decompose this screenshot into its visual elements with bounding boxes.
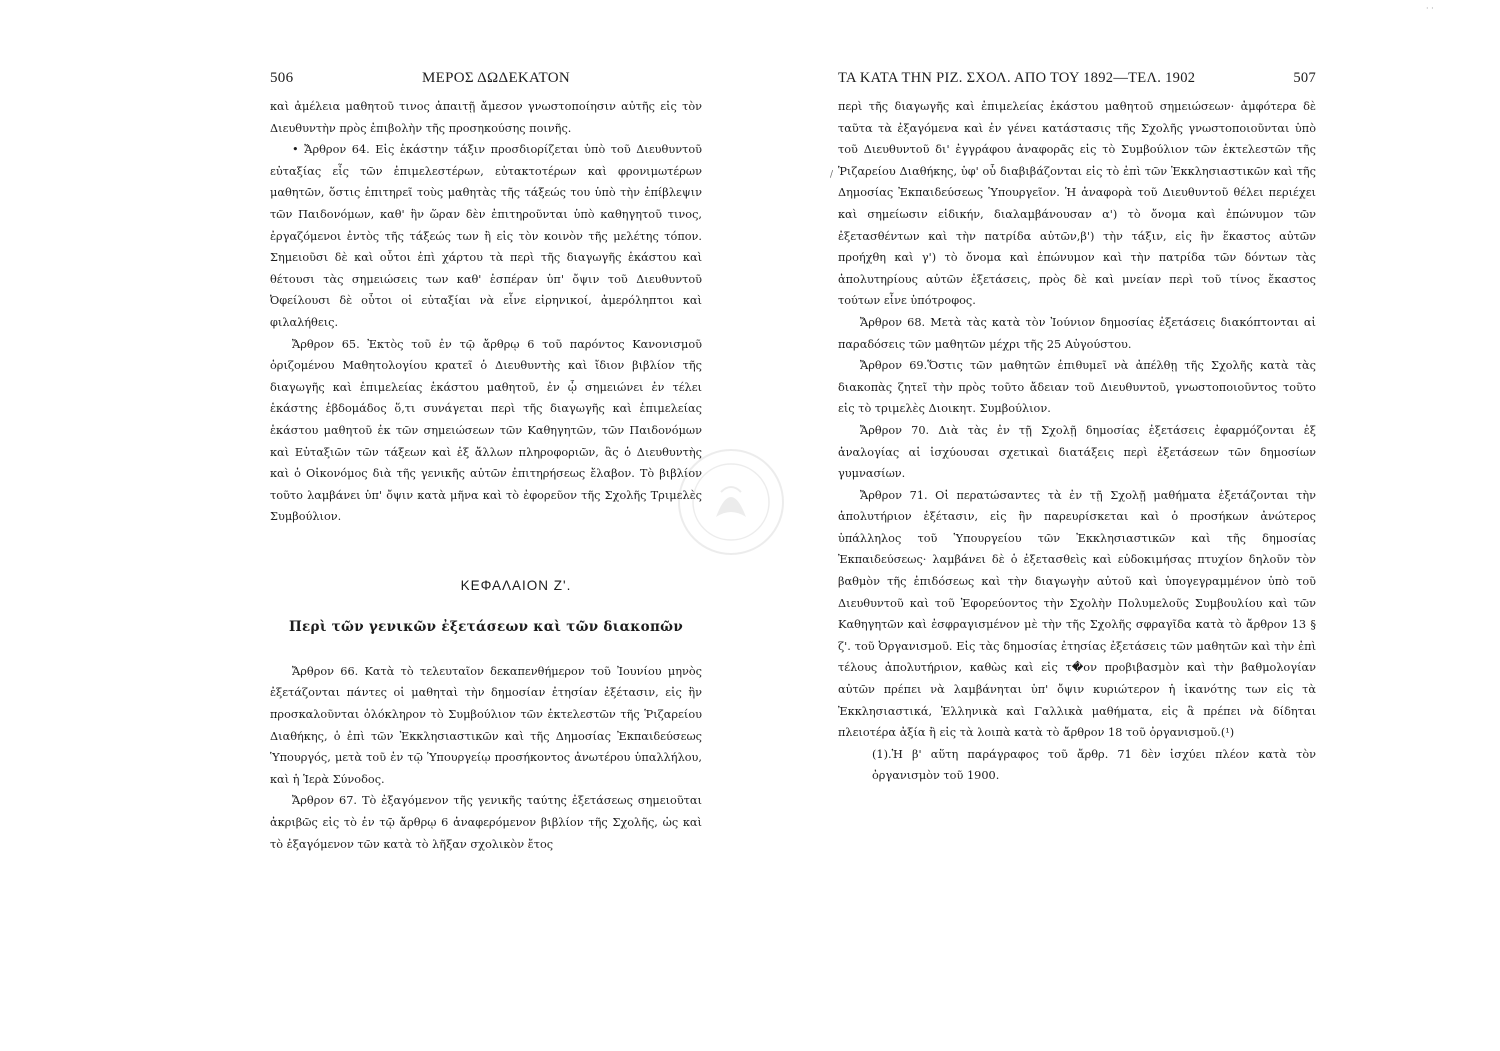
left-running-title: ΜΕΡΟΣ ΔΩΔΕΚΑΤΟΝ (421, 70, 570, 86)
right-body-text (838, 96, 1316, 787)
article-64: • Ἄρθρον 64. Εἰς ἑκάστην τάξιν προσδιορίζεται ὑπὸ τοῦ Διευθυντοῦ εὐταξίας εἷς τῶν ἐπιμελεστέρων, εὐτακτοτέρων καὶ φρονιμωτέρων μαθητῶν, ὅστις ἐπιτηρεῖ τοὺς μαθητὰς τῆς τάξεώς του ὑπὸ τὴν ἐπίβλεψιν τῶν Παιδονόμων, καθ' ἣν ὥραν δὲν ἐπιτηροῦνται ὑπὸ καθηγητοῦ τινος, ἐργαζόμενοι ἐντὸς τῆς τάξεώς των ἢ εἰς τὸν κοινὸν τῆς μελέτης τόπον. Σημειοῦσι δὲ καὶ οὗτοι ἐπὶ χάρτου τὰ περὶ τῆς διαγωγῆς ἑκάστου καὶ θέτουσι τὰς σημειώσεις των καθ' ἑσπέραν ὑπ' ὄψιν τοῦ Διευθυντοῦ Ὀφείλουσι δὲ οὗτοι οἱ εὐταξίαι νὰ εἶνε εἰρηνικοί, ἀμερόληπτοι καὶ φιλαλήθεις. (270, 143, 702, 329)
library-stamp-icon (676, 447, 786, 557)
left-page-header (270, 70, 702, 96)
margin-tick-mark: / (830, 170, 834, 180)
article-71: Ἄρθρον 71. Οἱ περατώσαντες τὰ ἐν τῇ Σχολῇ μαθήματα ἐξετάζονται τὴν ἀπολυτήριον ἐξέτασιν, εἰς ἣν παρευρίσκεται καὶ ὁ προσήκων ἀνώτερος ὑπάλληλος τοῦ Ὑπουργείου τῶν Ἐκκλησιαστικῶν καὶ τῆς δημοσίας Ἐκπαιδεύσεως· λαμβάνει δὲ ὁ ἐξετασθεὶς καὶ εὐδοκιμήσας πτυχίον δηλοῦν τὸν βαθμὸν τῆς ἐπιδόσεως καὶ τὴν διαγωγὴν αὐτοῦ καὶ ὑπογεγραμμένον ὑπὸ τοῦ Διευθυντοῦ καὶ τοῦ Ἐφορεύοντος τὴν Σχολὴν Πολυμελοῦς Συμβουλίου καὶ τῶν Καθηγητῶν καὶ ἐσφραγισμένον μὲ τὴν τῆς Σχολῆς σφραγῖδα κατὰ τὸ ἄρθρον 13 § ζ'. τοῦ Ὀργανισμοῦ. Εἰς τὰς δημοσίας ἐτησίας ἐξετάσεις τῶν μαθητῶν καὶ τὴν ἐπὶ τέλους ἀπολυτήριον, καθὼς καὶ εἰς τ�ον προβιβασμὸν καὶ τὴν βαθμολογίαν αὐτῶν πρέπει νὰ λαμβάνηται ὑπ' ὄψιν κυριώτερον ἡ ἱκανότης των εἰς τὰ Ἐκκλησιαστικά, Ἑλληνικὰ καὶ Γαλλικὰ μαθήματα, εἰς ἃ πρέπει νὰ δίδηται πλειοτέρα ἀξία ἢ εἰς τὰ λοιπὰ κατὰ τὸ ἄρθρον 18 τοῦ ὀργανισμοῦ.(¹) (838, 488, 1316, 740)
left-body-text (270, 96, 702, 528)
right-running-title: ΤΑ ΚΑΤΑ ΤΗΝ ΡΙΖ. ΣΧΟΛ. ΑΠΟ ΤΟΥ 1892—ΤΕΛ. 1902 (838, 70, 1196, 86)
left-page (270, 70, 702, 855)
right-page (838, 70, 1316, 787)
left-body-text-after (270, 661, 702, 855)
left-page-number: 506 (270, 70, 294, 86)
article-68: Ἄρθρον 68. Μετὰ τὰς κατὰ τὸν Ἰούνιον δημοσίας ἐξετάσεις διακόπτονται αἱ παραδόσεις τῶν μαθητῶν μέχρι τῆς 25 Αὐγούστου. (838, 315, 1316, 351)
right-page-header (838, 70, 1316, 96)
paragraph-continuation-right: περὶ τῆς διαγωγῆς καὶ ἐπιμελείας ἑκάστου μαθητοῦ σημειώσεων· ἀμφότερα δὲ ταῦτα τὰ ἐξαγόμενα καὶ ἐν γένει κατάστασις τῆς Σχολῆς γνωστοποιοῦνται ὑπὸ τοῦ Διευθυντοῦ δι' ἐγγράφου ἀναφορᾶς εἰς τὸ Συμβούλιον τῶν ἐκτελεστῶν τῆς Ῥιζαρείου Διαθήκης, ὑφ' οὗ διαβιβάζονται εἰς τὸ ἐπὶ τῶν Ἐκκλησιαστικῶν καὶ τῆς Δημοσίας Ἐκπαιδεύσεως Ὑπουργεῖον. Ἡ ἀναφορὰ τοῦ Διευθυντοῦ θέλει περιέχει καὶ σημείωσιν εἰδικήν, διαλαμβάνουσαν α') τὸ ὄνομα καὶ ἐπώνυμον τῶν ἐξετασθέντων καὶ τὴν πατρίδα αὐτῶν,β') τὴν τάξιν, εἰς ἣν ἕκαστος αὐτῶν προήχθη καὶ γ') τὸ ὄνομα καὶ ἐπώνυμον καὶ τὴν πατρίδα τῶν δόντων τὰς ἀπολυτηρίους αὐτῶν ἐξετάσεις, πρὸς δὲ καὶ μνείαν περὶ τοῦ τίνος ἕκαστος τούτων εἶνε ὑπότροφος. (838, 100, 1316, 308)
article-65: Ἄρθρον 65. Ἐκτὸς τοῦ ἐν τῷ ἄρθρῳ 6 τοῦ παρόντος Κανονισμοῦ ὁριζομένου Μαθητολογίου κρατεῖ ὁ Διευθυντὴς καὶ ἴδιον βιβλίον τῆς διαγωγῆς καὶ ἐπιμελείας ἑκάστου μαθητοῦ, ἐν ᾧ σημειώνει ἐν τέλει ἑκάστης ἑβδομάδος ὅ,τι συνάγεται περὶ τῆς διαγωγῆς καὶ ἐπιμελείας ἑκάστου μαθητοῦ ἐκ τῶν σημειώσεων τῶν Καθηγητῶν, τῶν Παιδονόμων καὶ Εὐταξιῶν τῶν τάξεων καὶ ἐξ ἄλλων πληροφοριῶν, ἃς ὁ Διευθυντὴς καὶ ὁ Οἰκονόμος διὰ τῆς γενικῆς αὐτῶν ἐπιτηρήσεως ἔλαβον. Τὸ βιβλίον τοῦτο λαμβάνει ὑπ' ὄψιν κατὰ μῆνα καὶ τὸ ἐφορεῦον τῆς Σχολῆς Τριμελὲς Συμβούλιον. (270, 337, 702, 524)
article-67: Ἄρθρον 67. Τὸ ἐξαγόμενον τῆς γενικῆς ταύτης ἐξετάσεως σημειοῦται ἀκριβῶς εἰς τὸ ἐν τῷ ἄρθρῳ 6 ἀναφερόμενον βιβλίον τῆς Σχολῆς, ὡς καὶ τὸ ἐξαγόμενον τῶν κατὰ τὸ λῆξαν σχολικὸν ἔτος (270, 794, 702, 851)
article-69: Ἄρθρον 69.Ὅστις τῶν μαθητῶν ἐπιθυμεῖ νὰ ἀπέλθῃ τῆς Σχολῆς κατὰ τὰς διακοπὰς ζητεῖ τὴν πρὸς τοῦτο ἄδειαν τοῦ Διευθυντοῦ, γνωστοποιοῦντος τοῦτο εἰς τὸ τριμελὲς Διοικητ. Συμβούλιον. (838, 359, 1316, 416)
section-title: Περὶ τῶν γενικῶν ἐξετάσεων καὶ τῶν διακοπῶν (289, 618, 683, 635)
article-70: Ἄρθρον 70. Διὰ τὰς ἐν τῇ Σχολῇ δημοσίας ἐξετάσεις ἐφαρμόζονται ἐξ ἀναλογίας αἱ ἰσχύουσαι σχετικαὶ διατάξεις περὶ ἐξετάσεων τῶν δημοσίων γυμνασίων. (838, 423, 1316, 481)
paragraph-continuation: καὶ ἀμέλεια μαθητοῦ τινος ἀπαιτῇ ἄμεσον γνωστοποίησιν αὐτῆς εἰς τὸν Διευθυντὴν πρὸς ἐπιβολὴν τῆς προσηκούσης ποινῆς. (270, 100, 702, 135)
chapter-heading: ΚΕΦΑΛΑΙΟΝ Ζ'. (460, 577, 572, 593)
article-66: Ἄρθρον 66. Κατὰ τὸ τελευταῖον δεκαπενθήμερον τοῦ Ἰουνίου μηνὸς ἐξετάζονται πάντες οἱ μαθηταὶ τὴν δημοσίαν ἐτησίαν ἐξέτασιν, εἰς ἣν προσκαλοῦνται ὁλόκληρον τὸ Συμβούλιον τῶν ἐκτελεστῶν τῆς Ῥιζαρείου Διαθήκης, ὁ ἐπὶ τῶν Ἐκκλησιαστικῶν καὶ τῆς Δημοσίας Ἐκπαιδεύσεως Ὑπουργός, μετὰ τοῦ ἐν τῷ Ὑπουργείῳ προσήκοντος ἀνωτέρου ὑπαλλήλου, καὶ ἡ Ἱερὰ Σύνοδος. (270, 664, 702, 786)
right-page-number: 507 (1293, 70, 1316, 86)
footnote: (1).Ἡ β' αὕτη παράγραφος τοῦ ἄρθρ. 71 δὲν ἰσχύει πλέον κατὰ τὸν ὀργανισμὸν τοῦ 1900. (872, 747, 1316, 783)
corner-speck: · · (1426, 4, 1434, 13)
